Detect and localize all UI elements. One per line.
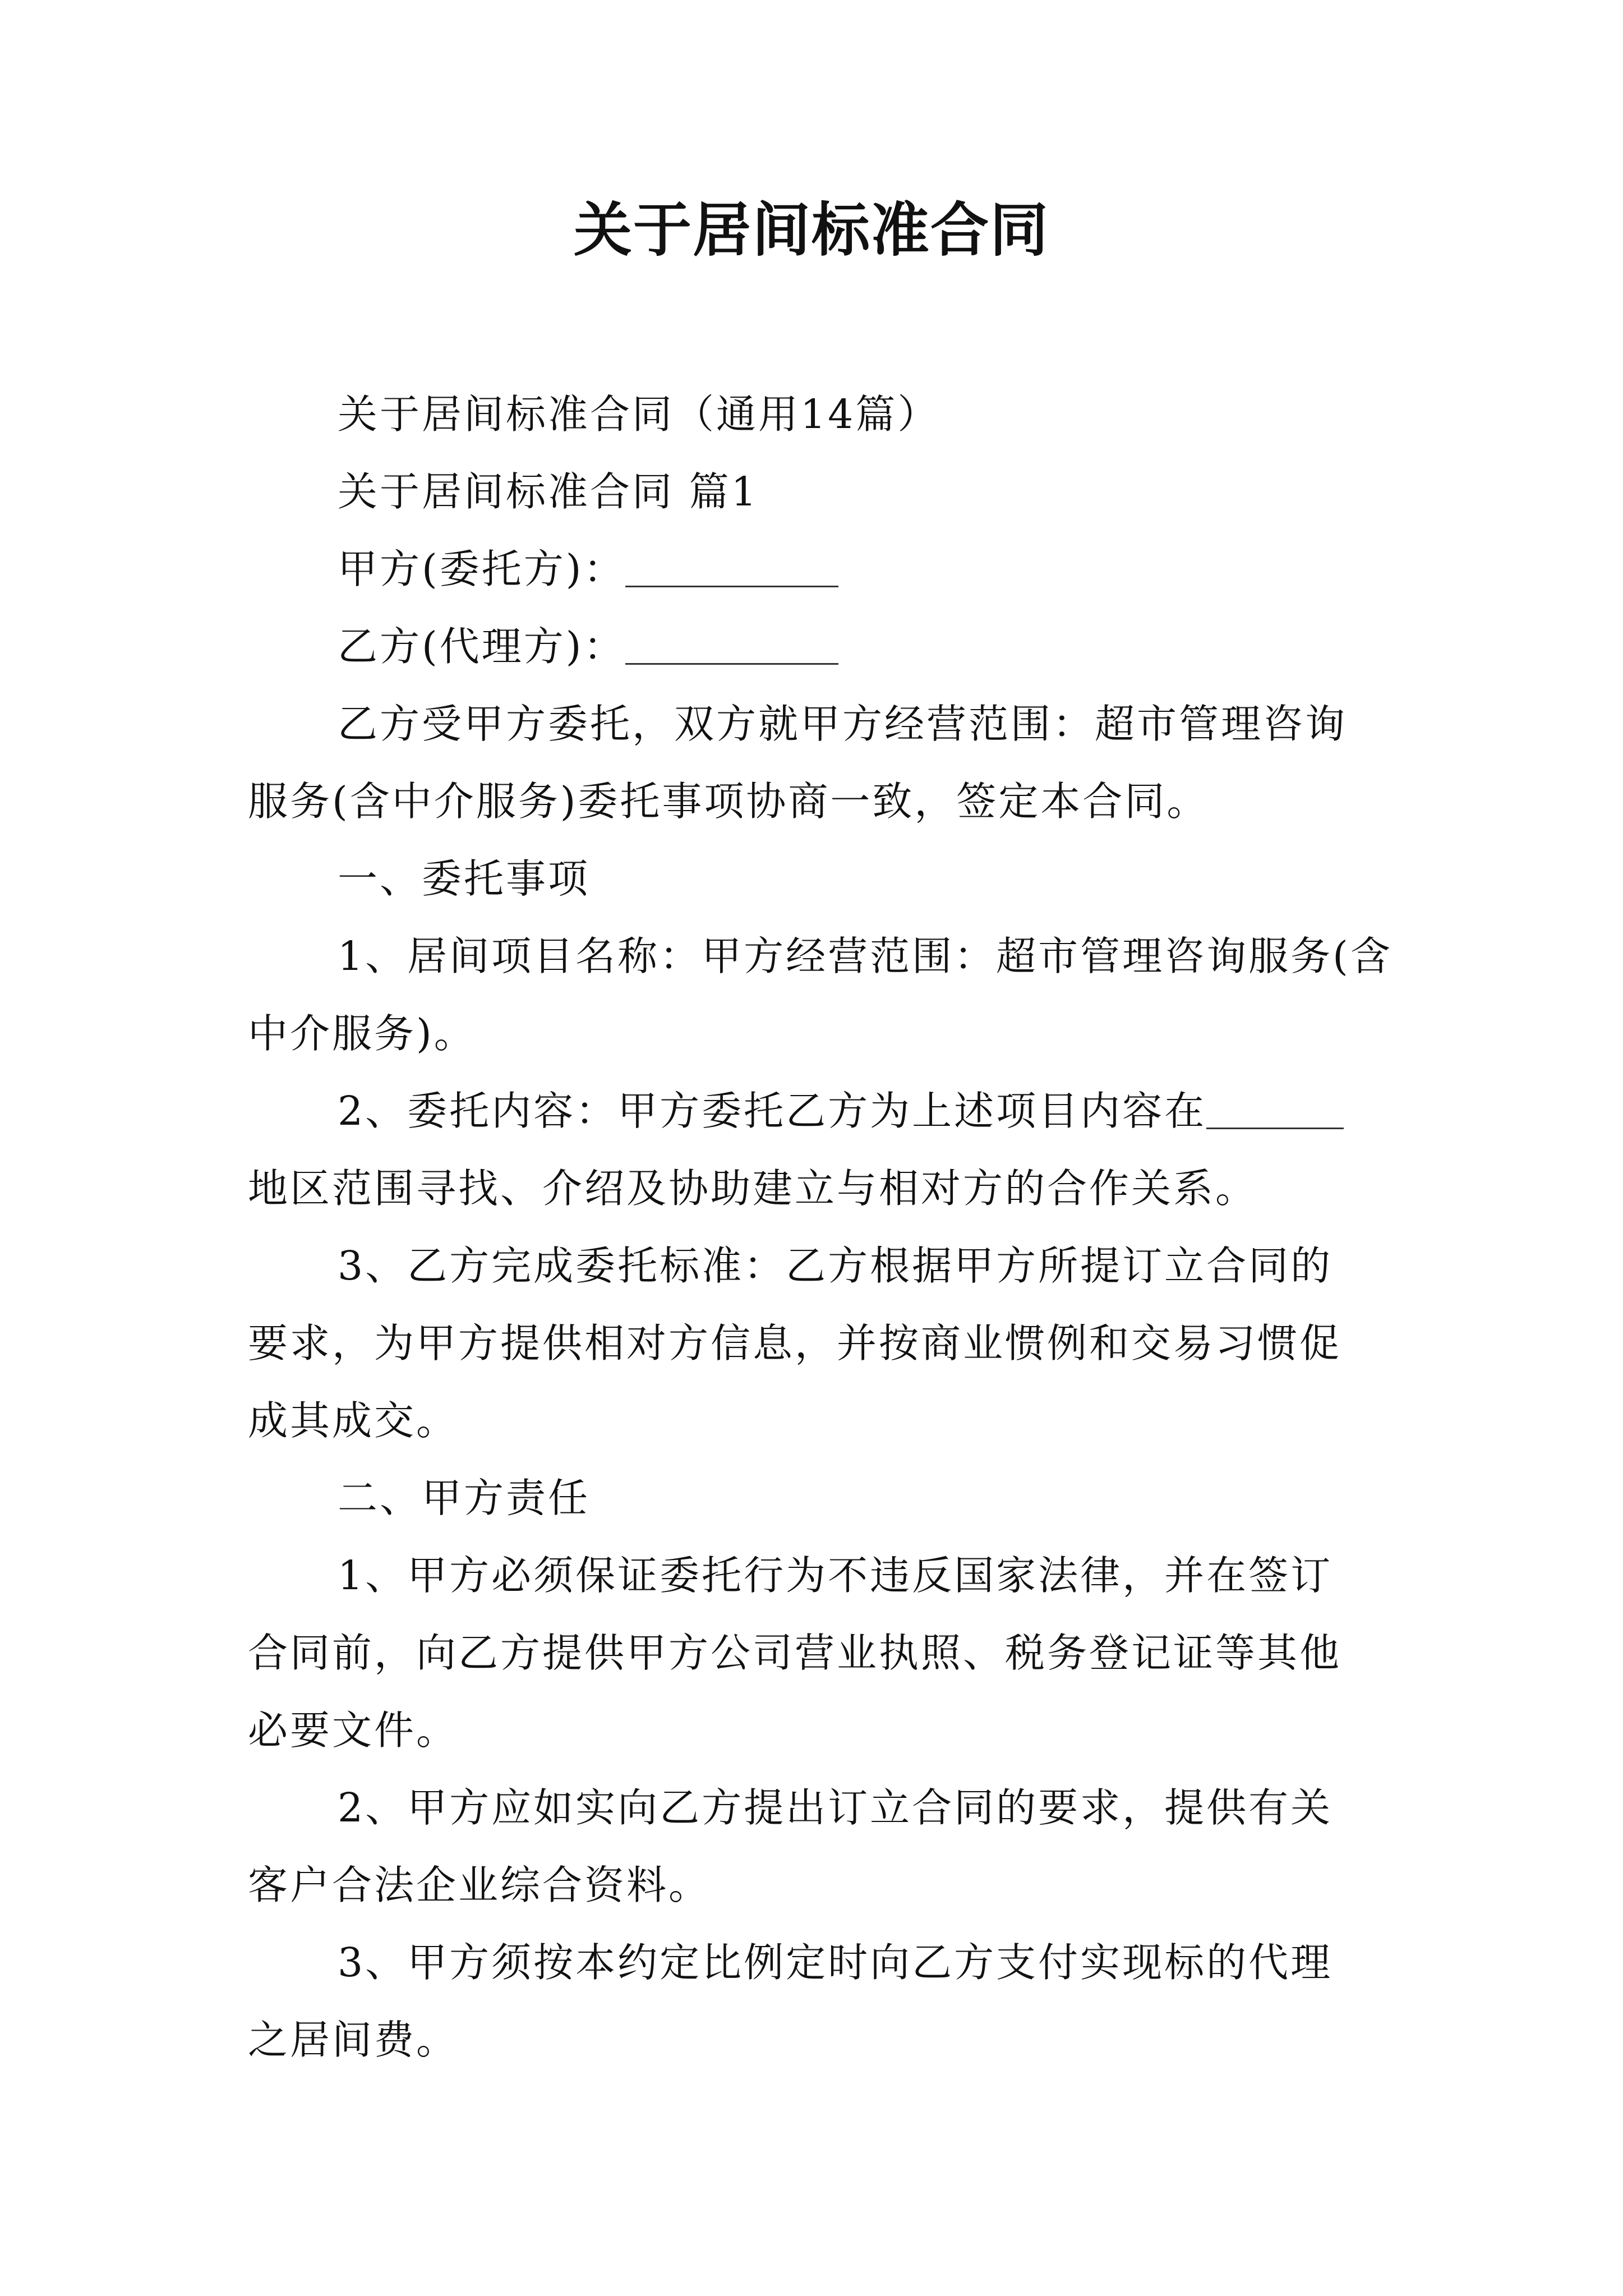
party-b-blank [625, 624, 838, 665]
paragraph-line: 1、居间项目名称：甲方经营范围：超市管理咨询服务(含 [338, 933, 1393, 979]
paragraph-line: 乙方受甲方委托，双方就甲方经营范围：超市管理咨询 [338, 701, 1348, 747]
section-heading: 二、甲方责任 [338, 1475, 591, 1521]
party-a-label: 甲方(委托方)： [338, 546, 626, 592]
paragraph-line: 3、甲方须按本约定比例定时向乙方支付实现标的代理 [338, 1939, 1333, 1986]
document-title: 关于居间标准合同 [573, 195, 1049, 264]
paragraph-line [248, 1073, 1381, 1150]
document-body [248, 376, 1393, 2079]
section-heading: 一、委托事项 [338, 855, 591, 902]
region-blank [1206, 1088, 1344, 1129]
paragraph-line: 要求，为甲方提供相对方信息，并按商业惯例和交易习惯促 [248, 1320, 1342, 1366]
party-a-blank [625, 546, 838, 587]
paragraph-line: 2、甲方应如实向乙方提出订立合同的要求，提供有关 [338, 1784, 1333, 1831]
paragraph-line: 客户合法企业综合资料。 [248, 1862, 711, 1908]
party-b-line [248, 608, 1381, 685]
paragraph-line: 成其成交。 [248, 1397, 459, 1444]
chapter-heading: 关于居间标准合同 篇1 [338, 468, 759, 515]
contract-subtitle: 关于居间标准合同（通用14篇） [338, 391, 940, 438]
paragraph-line: 合同前，向乙方提供甲方公司营业执照、税务登记证等其他 [248, 1630, 1342, 1676]
paragraph-text: 2、委托内容：甲方委托乙方为上述项目内容在 [338, 1088, 1207, 1134]
paragraph-line: 中介服务)。 [248, 1010, 476, 1057]
paragraph-line: 必要文件。 [248, 1707, 459, 1754]
paragraph-line: 1、甲方必须保证委托行为不违反国家法律，并在签订 [338, 1552, 1333, 1599]
party-a-line [248, 531, 1381, 608]
paragraph-line: 3、乙方完成委托标准：乙方根据甲方所提订立合同的 [338, 1243, 1333, 1289]
paragraph-line: 地区范围寻找、介绍及协助建立与相对方的合作关系。 [248, 1165, 1258, 1212]
paragraph-line: 服务(含中介服务)委托事项协商一致，签定本合同。 [248, 778, 1209, 825]
paragraph-line: 之居间费。 [248, 2017, 459, 2063]
party-b-label: 乙方(代理方)： [338, 623, 626, 670]
